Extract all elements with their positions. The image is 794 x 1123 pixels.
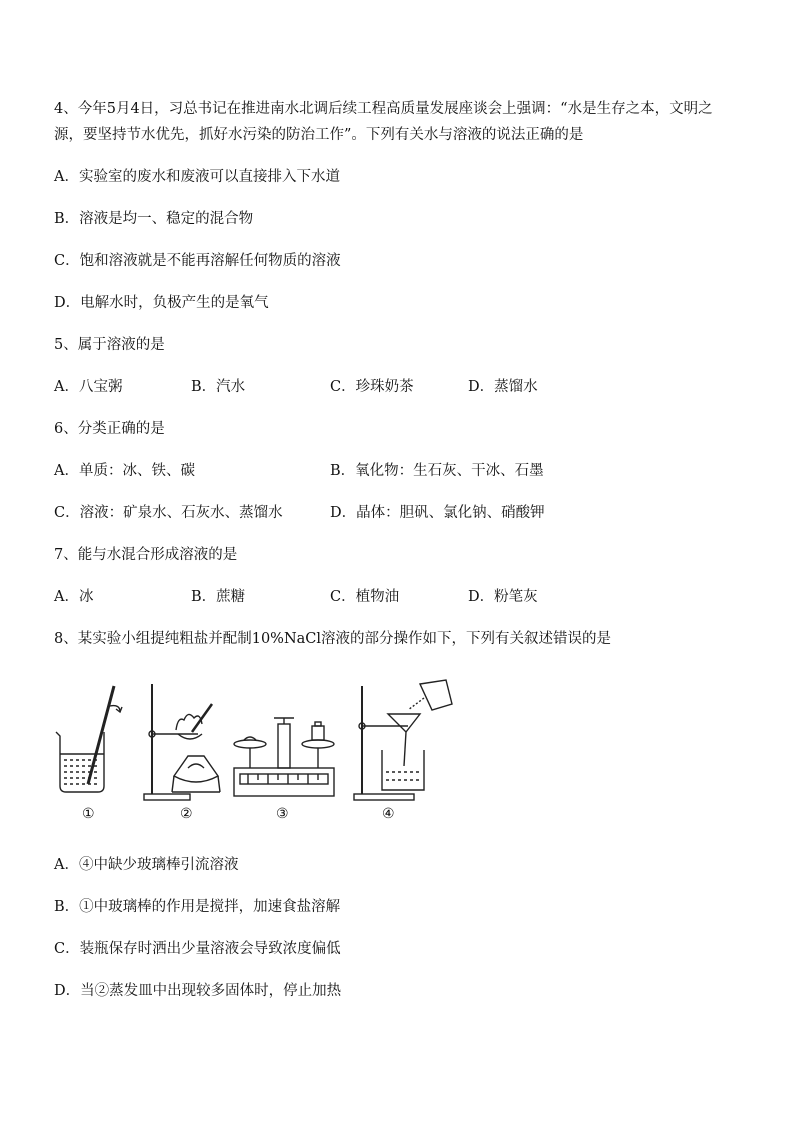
q5-option-b: B．汽水 [191,379,246,395]
q8-experiment-figure [48,676,468,826]
figure-label-4: ④ [382,806,395,822]
q7-stem: 7、能与水混合形成溶液的是 [54,547,238,563]
q8-option-b: B．①中玻璃棒的作用是搅拌，加速食盐溶解 [54,899,341,915]
q5-option-a: A．八宝粥 [54,379,123,395]
figure-label-1: ① [82,806,95,822]
q7-option-c: C．植物油 [330,589,400,605]
q6-option-b: B．氧化物：生石灰、干冰、石墨 [330,463,544,479]
evaporation-setup-icon [144,684,220,800]
q4-option-a: A．实验室的废水和废液可以直接排入下水道 [54,169,340,185]
beaker-stirring-icon [56,686,122,792]
q8-option-d: D．当②蒸发皿中出现较多固体时，停止加热 [54,983,342,999]
q7-option-a: A．冰 [54,589,94,605]
lab-apparatus-illustration [48,676,468,806]
q6-option-a: A．单质：冰、铁、碳 [54,463,195,479]
q4-stem-line2: 源，要坚持节水优先，抓好水污染的防治工作”。下列有关水与溶液的说法正确的是 [54,127,584,143]
q4-option-d: D．电解水时，负极产生的是氧气 [54,295,269,311]
filtration-setup-icon [354,680,452,800]
q6-option-d: D．晶体：胆矾、氯化钠、硝酸钾 [330,505,545,521]
q5-option-d: D．蒸馏水 [468,379,538,395]
q4-option-c: C．饱和溶液就是不能再溶解任何物质的溶液 [54,253,341,269]
q4-stem-line1: 4、今年5月4日，习总书记在推进南水北调后续工程高质量发展座谈会上强调：“水是生存之本，文明之 [54,101,713,117]
q7-option-d: D．粉笔灰 [468,589,538,605]
q8-option-c: C．装瓶保存时洒出少量溶液会导致浓度偏低 [54,941,341,957]
q8-option-a: A．④中缺少玻璃棒引流溶液 [54,857,239,873]
q7-option-b: B．蔗糖 [191,589,246,605]
q6-option-c: C．溶液：矿泉水、石灰水、蒸馏水 [54,505,283,521]
q8-stem: 8、某实验小组提纯粗盐并配制10%NaCl溶液的部分操作如下，下列有关叙述错误的是 [54,631,612,647]
balance-scale-icon [234,718,334,796]
q6-stem: 6、分类正确的是 [54,421,165,437]
q4-option-b: B．溶液是均一、稳定的混合物 [54,211,254,227]
q5-option-c: C．珍珠奶茶 [330,379,414,395]
figure-label-2: ② [180,806,193,822]
figure-label-3: ③ [276,806,289,822]
q5-stem: 5、属于溶液的是 [54,337,165,353]
